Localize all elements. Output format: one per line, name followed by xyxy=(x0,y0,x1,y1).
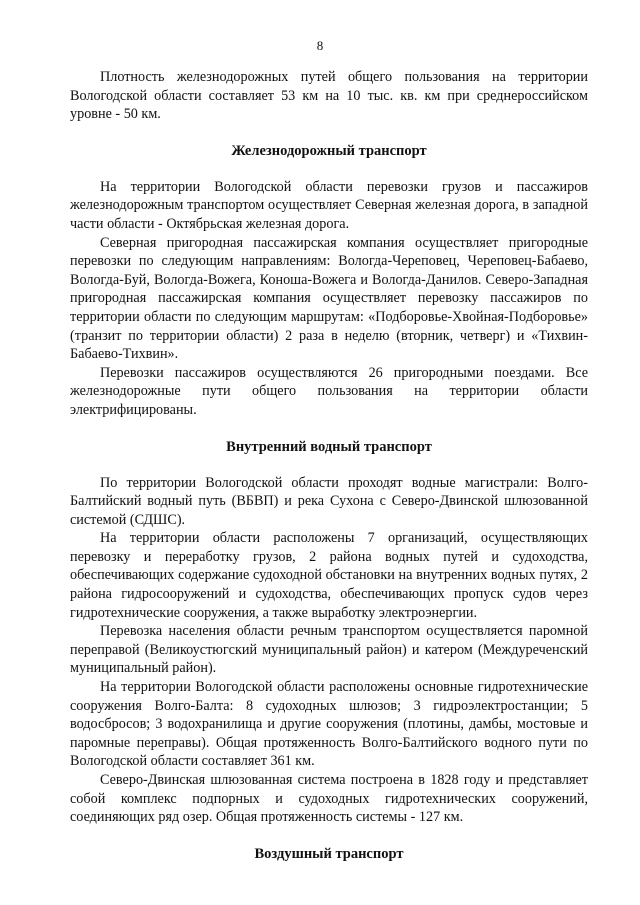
water-paragraph-5: Северо-Двинская шлюзованная система построена в 1828 году и представляет собой комплекс подпорных и судоходных гидротехнических сооружений, соединяющих ряд озер. Общая протяженность системы - 127 км. xyxy=(70,772,588,826)
rail-paragraph-3: Перевозки пассажиров осуществляются 26 пригородными поездами. Все железнодорожные пути общего пользования на территории области электрифицированы. xyxy=(70,364,588,418)
water-paragraph-1: По территории Вологодской области проходят водные магистрали: Волго-Балтийский водный путь (ВБВП) и река Сухона с Северо-Двинской шлюзованной системой (СДШС). xyxy=(70,474,588,528)
intro-paragraph: Плотность железнодорожных путей общего пользования на территории Вологодской области составляет 53 км на 10 тыс. кв. км при среднероссийском уровне - 50 км. xyxy=(70,69,588,123)
document-body xyxy=(70,68,588,863)
section-heading-air: Воздушный транспорт xyxy=(254,845,404,862)
water-paragraph-4: На территории Вологодской области расположены основные гидротехнические сооружения Волго-Балта: 8 судоходных шлюзов; 3 гидроэлектростанции; 5 водосбросов; 3 водохранилища и другие сооружения (плотины, дамбы, мостовые и паромные переправы). Общая протяженность Волго-Балтийского водного пути по Вологодской области составляет 361 км. xyxy=(70,679,588,770)
page-number: 8 xyxy=(316,38,324,53)
section-heading-water: Внутренний водный транспорт xyxy=(226,438,432,455)
water-paragraph-2: На территории области расположены 7 организаций, осуществляющих перевозку и переработку грузов, 2 района водных путей и судоходства, обеспечивающих содержание судоходной обстановки на внутренних водных путях, 2 района гидросооружений и судоходства, обеспечивающих пропуск судов через гидротехнические сооружения, а также выработку электроэнергии. xyxy=(70,530,588,621)
rail-paragraph-1: На территории Вологодской области перевозки грузов и пассажиров железнодорожным транспортом осуществляет Северная железная дорога, в западной части области - Октябрьская железная дорога. xyxy=(70,178,588,232)
section-heading-rail: Железнодорожный транспорт xyxy=(231,142,427,159)
rail-paragraph-2: Северная пригородная пассажирская компания осуществляет пригородные перевозки по следующим направлениям: Вологда-Череповец, Череповец-Бабаево, Вологда-Буй, Вологда-Вожега, Коноша-Вожега и Вологда-Данилов. Северо-Западная пригородная пассажирская компания осуществляет перевозку пассажиров по территории области по следующим маршрутам: «Подборовье-Хвойная-Подборовье» (транзит по территории области) 2 раза в неделю (вторник, четверг) и «Тихвин-Бабаево-Тихвин». xyxy=(70,234,588,363)
water-paragraph-3: Перевозка населения области речным транспортом осуществляется паромной переправой (Великоустюгский муниципальный район) и катером (Междуреченский муниципальный район). xyxy=(70,623,588,677)
